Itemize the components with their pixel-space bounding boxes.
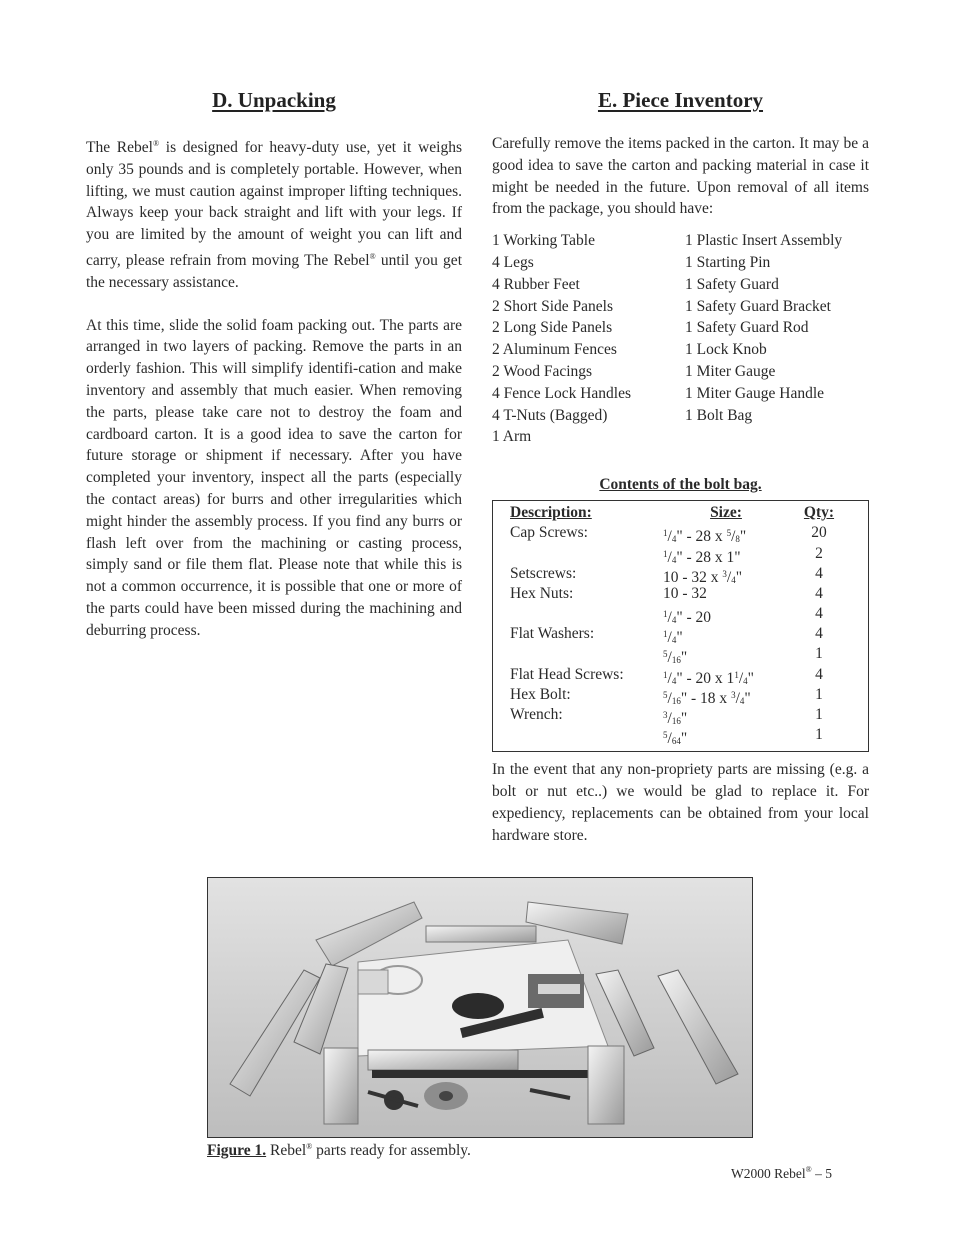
bolt-description: Flat Washers: bbox=[510, 625, 595, 643]
page-footer bbox=[731, 1165, 832, 1182]
bolt-bag-header-row bbox=[493, 503, 868, 523]
bolt-size: 10 - 32 x $^3/_4$" bbox=[663, 568, 743, 586]
unpacking-p1-a: The Rebel bbox=[86, 139, 153, 156]
bolt-qty: 4 bbox=[815, 564, 823, 582]
inventory-item: 1 Lock Knob bbox=[685, 341, 767, 359]
bolt-size: $^5/_{16}$" bbox=[663, 649, 688, 667]
inventory-item: 1 Miter Gauge Handle bbox=[685, 384, 825, 402]
bolt-size: $^1/_4$" - 28 x 1" bbox=[663, 548, 741, 566]
bolt-size: $^1/_4$" - 20 x $1^1/_4$" bbox=[663, 669, 754, 687]
registered-mark: ® bbox=[152, 139, 160, 148]
bolt-description: Cap Screws: bbox=[510, 524, 588, 542]
bolt-description bbox=[493, 604, 663, 624]
unpacking-p1-b: is designed for heavy-duty use, yet it weighs only 35 pounds and is completely portable. However, when lifting, we must caution against improper lifting techniques. Always keep your back straight and lift with your legs. If you are limited by the amount of weight you can lift and carry, please refrain from moving The Rebel bbox=[86, 139, 462, 269]
header-qty: Qty: bbox=[803, 504, 835, 522]
bolt-qty: 1 bbox=[815, 645, 823, 663]
inventory-heading: E. Piece Inventory bbox=[597, 88, 764, 112]
bolt-size: $^1/_4$" bbox=[663, 629, 683, 647]
figure-parts-photo bbox=[207, 877, 753, 1138]
bolt-qty: 1 bbox=[815, 706, 823, 724]
bolt-description bbox=[493, 544, 663, 564]
bolt-description: Setscrews: bbox=[510, 564, 577, 582]
bolt-description: Flat Head Screws: bbox=[510, 665, 624, 683]
bolt-bag-row bbox=[493, 705, 868, 728]
inventory-item: 4 Fence Lock Handles bbox=[492, 384, 632, 402]
inventory-item: 1 Plastic Insert Assembly bbox=[685, 232, 843, 250]
bolt-description: Hex Bolt: bbox=[510, 685, 571, 703]
header-size: Size: bbox=[710, 504, 742, 522]
bolt-size: $^1/_4$" - 28 x $^5/_8$" bbox=[663, 528, 747, 546]
figure-label: Figure 1. bbox=[207, 1142, 267, 1159]
inventory-item: 4 T-Nuts (Bagged) bbox=[492, 406, 608, 424]
bolt-qty: 4 bbox=[815, 625, 823, 643]
inventory-item: 2 Aluminum Fences bbox=[492, 341, 617, 359]
bolt-bag-row bbox=[493, 544, 868, 564]
bolt-description: Hex Nuts: bbox=[510, 584, 574, 602]
bolt-qty: 1 bbox=[815, 685, 823, 703]
inventory-item: 2 Short Side Panels bbox=[492, 297, 613, 315]
bolt-bag-title: Contents of the bolt bag. bbox=[599, 476, 762, 494]
registered-mark: ® bbox=[306, 1142, 313, 1151]
section-unpacking bbox=[86, 88, 462, 642]
bolt-qty: 2 bbox=[815, 544, 823, 562]
bolt-bag-table bbox=[492, 500, 869, 752]
unpacking-paragraph-1 bbox=[86, 133, 462, 294]
header-description: Description: bbox=[510, 504, 592, 522]
bolt-size: $^5/_{16}$" - 18 x $^3/_4$" bbox=[663, 689, 751, 707]
bolt-bag-row bbox=[493, 584, 868, 604]
bolt-description bbox=[493, 644, 663, 664]
inventory-item: 2 Wood Facings bbox=[492, 362, 593, 380]
registered-mark: ® bbox=[369, 251, 376, 261]
bolt-size: $^5/_{64}$" bbox=[663, 730, 688, 748]
unpacking-heading: D. Unpacking bbox=[212, 88, 336, 112]
bolt-qty: 4 bbox=[815, 605, 823, 623]
bolt-qty: 1 bbox=[815, 726, 823, 744]
inventory-list bbox=[492, 230, 869, 448]
inventory-item: 4 Rubber Feet bbox=[492, 275, 580, 293]
unpacking-paragraph-2: At this time, slide the solid foam packing out. The parts are arranged in two layers of packing. Remove the parts in an orderly fashion. This will simplify identifi-cation and make inventory and assembly that much easier. When removing the parts, please take care not to destroy the foam and cardboard carton. It is a good idea to save the carton for future storage or shipment if necessary. After you have completed your inventory, inspect all the parts (especially the contact areas) for burrs and other irregularities which might hinder the assembly process. If you find any burrs or flash left over from the machining or casting process, simply sand or file them flat. Please note that while this is not a common occurrence, it is possible that one or more of the parts could have been missed during the machining and deburring process. bbox=[86, 316, 462, 639]
inventory-item: 1 Bolt Bag bbox=[685, 406, 753, 424]
inventory-item: 1 Safety Guard bbox=[685, 275, 779, 293]
inventory-intro: Carefully remove the items packed in the carton. It may be a good idea to save the carton and packing material in case it might be needed in the future. Upon removal of all items from the package, you should have: bbox=[492, 135, 869, 218]
bolt-description: Wrench: bbox=[510, 706, 563, 724]
bolt-qty: 20 bbox=[811, 524, 827, 542]
bolt-qty: 4 bbox=[815, 584, 823, 602]
inventory-item: 1 Safety Guard Rod bbox=[685, 319, 809, 337]
inventory-item: 1 Miter Gauge bbox=[685, 362, 776, 380]
figure-caption bbox=[207, 1142, 471, 1160]
inventory-item: 1 Arm bbox=[492, 428, 532, 446]
bolt-bag-row bbox=[493, 624, 868, 647]
inventory-column-1 bbox=[492, 230, 685, 448]
inventory-item: 4 Legs bbox=[492, 253, 534, 271]
figure-caption-b: parts ready for assembly. bbox=[312, 1142, 471, 1159]
bolt-bag-row bbox=[493, 725, 868, 748]
registered-mark: ® bbox=[805, 1165, 812, 1174]
inventory-column-2 bbox=[685, 230, 869, 448]
parts-photo-illustration bbox=[208, 878, 752, 1137]
bolt-size: $^3/_{16}$" bbox=[663, 710, 688, 728]
inventory-item: 1 Working Table bbox=[492, 232, 595, 250]
bolt-bag-row bbox=[493, 644, 868, 667]
inventory-item: 2 Long Side Panels bbox=[492, 319, 613, 337]
figure-caption-a: Rebel bbox=[266, 1142, 307, 1159]
bolt-description bbox=[493, 725, 663, 745]
inventory-item: 1 Safety Guard Bracket bbox=[685, 297, 831, 315]
inventory-item: 1 Starting Pin bbox=[685, 253, 771, 271]
replacement-note: In the event that any non-propriety parts are missing (e.g. a bolt or nut etc..) we would be glad to replace it. For expediency, replacements can be obtained from your local hardware store. bbox=[492, 761, 869, 844]
bolt-qty: 4 bbox=[815, 665, 823, 683]
bolt-bag-row bbox=[493, 604, 868, 627]
bolt-bag-row bbox=[493, 665, 868, 685]
unpacking-p1-c: until you get the necessary assistance. bbox=[86, 251, 462, 291]
footer-text-b: – 5 bbox=[811, 1166, 832, 1181]
section-inventory bbox=[492, 88, 869, 847]
bolt-size: 10 - 32 bbox=[663, 584, 707, 602]
bolt-size: $^1/_4$" - 20 bbox=[663, 609, 712, 627]
bolt-bag-row bbox=[493, 523, 868, 546]
footer-text-a: W2000 Rebel bbox=[731, 1166, 806, 1181]
bolt-bag-row bbox=[493, 685, 868, 705]
bolt-bag-row bbox=[493, 564, 868, 584]
